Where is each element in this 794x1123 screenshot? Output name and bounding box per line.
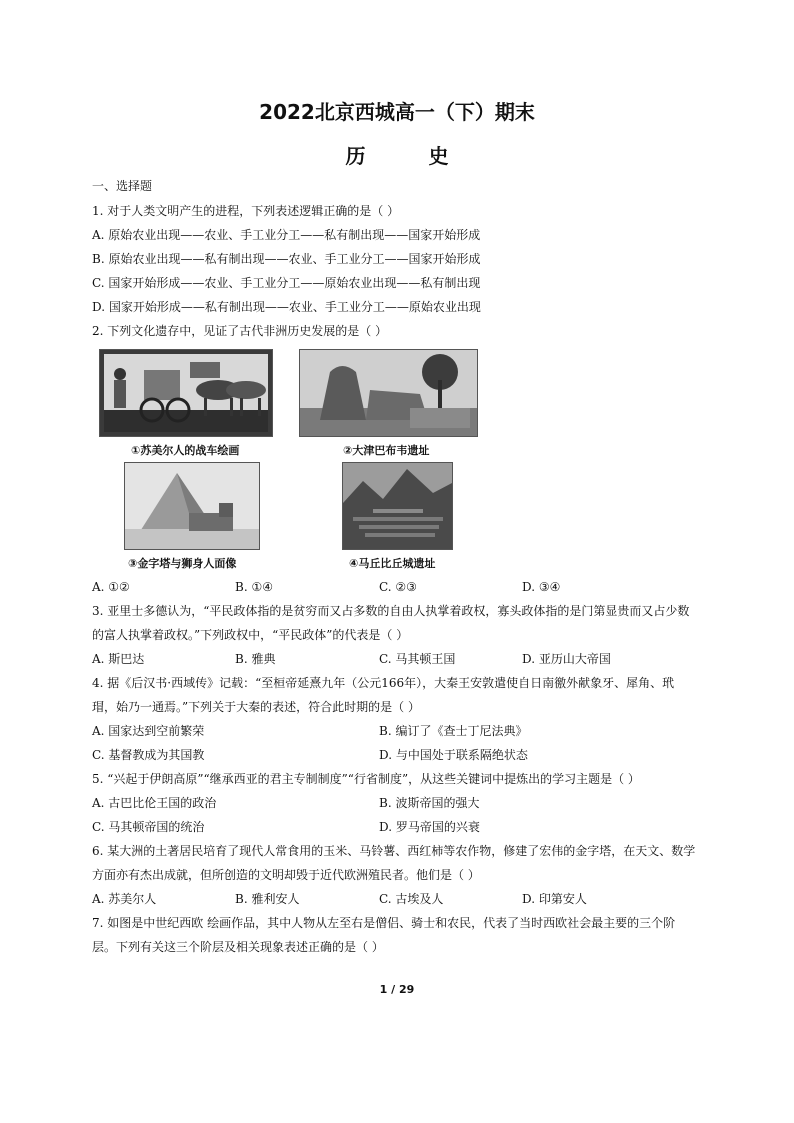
q2-stem: 2. 下列文化遗存中，见证了古代非洲历史发展的是（ ） — [92, 324, 388, 338]
sumerian-chariot-image — [99, 349, 273, 437]
q6-option-d: D. 印第安人 — [522, 892, 587, 906]
q5-option-d: D. 罗马帝国的兴衰 — [379, 820, 480, 834]
q1-option-d: D. 国家开始形成——私有制出现——农业、手工业分工——原始农业出现 — [92, 300, 481, 314]
q1-option-c: C. 国家开始形成——农业、手工业分工——原始农业出现——私有制出现 — [92, 276, 481, 290]
exam-subject: 历 史 — [345, 144, 477, 168]
q7-stem-line1: 7. 如图是中世纪西欧 绘画作品，其中人物从左至右是僧侣、骑士和农民，代表了当时西欧社会最主要的三个阶 — [92, 916, 676, 930]
q3-option-b: B. 雅典 — [235, 652, 276, 666]
q6-stem-line1: 6. 某大洲的土著居民培育了现代人常食用的玉米、马铃薯、西红柿等农作物，修建了宏伟的金字塔，在天文、数学 — [92, 844, 696, 858]
q4-stem-line2: 瑁，始乃一通焉。”下列关于大秦的表述，符合此时期的是（ ） — [92, 700, 420, 714]
great-zimbabwe-image — [299, 349, 478, 437]
q2-option-b: B. ①④ — [235, 580, 273, 594]
q2-option-c: C. ②③ — [379, 580, 417, 594]
q1-option-b: B. 原始农业出现——私有制出现——农业、手工业分工——国家开始形成 — [92, 252, 481, 266]
caption-machu-picchu: ④马丘比丘城遗址 — [349, 557, 436, 570]
q2-option-d: D. ③④ — [522, 580, 561, 594]
q4-option-b: B. 编订了《查士丁尼法典》 — [379, 724, 528, 738]
q4-option-d: D. 与中国处于联系隔绝状态 — [379, 748, 528, 762]
q3-option-c: C. 马其顿王国 — [379, 652, 456, 666]
q1-stem: 1. 对于人类文明产生的进程，下列表述逻辑正确的是（ ） — [92, 204, 400, 218]
q1-option-a: A. 原始农业出现——农业、手工业分工——私有制出现——国家开始形成 — [92, 228, 481, 242]
q4-stem-line1: 4. 据《后汉书·西域传》记载：“至桓帝延熹九年（公元166年），大秦王安敦遣使自日南徼外献象牙、犀角、玳 — [92, 676, 675, 690]
q7-stem-line2: 层。下列有关这三个阶层及相关现象表述正确的是（ ） — [92, 940, 384, 954]
caption-sumerian: ①苏美尔人的战车绘画 — [131, 444, 240, 457]
q6-option-a: A. 苏美尔人 — [92, 892, 157, 906]
page-number: 1 / 29 — [379, 983, 415, 996]
q3-option-a: A. 斯巴达 — [92, 652, 145, 666]
q5-option-b: B. 波斯帝国的强大 — [379, 796, 480, 810]
q5-stem: 5. “兴起于伊朗高原”“继承西亚的君主专制制度”“行省制度”，从这些关键词中提炼出的学习主题是（ ） — [92, 772, 640, 786]
exam-title: 2022北京西城高一（下）期末 — [259, 100, 535, 124]
q6-stem-line2: 方面亦有杰出成就，但所创造的文明却毁于近代欧洲殖民者。他们是（ ） — [92, 868, 480, 882]
q4-option-c: C. 基督教成为其国教 — [92, 748, 205, 762]
q3-stem-line2: 的富人执掌着政权。”下列政权中，“平民政体”的代表是（ ） — [92, 628, 409, 642]
q5-option-c: C. 马其顿帝国的统治 — [92, 820, 205, 834]
q6-option-b: B. 雅利安人 — [235, 892, 300, 906]
q2-option-a: A. ①② — [92, 580, 130, 594]
machu-picchu-image — [342, 462, 453, 550]
q3-stem-line1: 3. 亚里士多德认为，“平民政体指的是贫穷而又占多数的自由人执掌着政权，寡头政体指的是门第显贵而又占少数 — [92, 604, 690, 618]
section-heading: 一、选择题 — [92, 179, 153, 193]
q5-option-a: A. 古巴比伦王国的政治 — [92, 796, 217, 810]
pyramid-sphinx-image — [124, 462, 260, 550]
q4-option-a: A. 国家达到空前繁荣 — [92, 724, 205, 738]
caption-pyramid: ③金字塔与狮身人面像 — [128, 557, 237, 570]
q3-option-d: D. 亚历山大帝国 — [522, 652, 611, 666]
q6-option-c: C. 古埃及人 — [379, 892, 444, 906]
caption-zimbabwe: ②大津巴布韦遗址 — [343, 444, 430, 457]
